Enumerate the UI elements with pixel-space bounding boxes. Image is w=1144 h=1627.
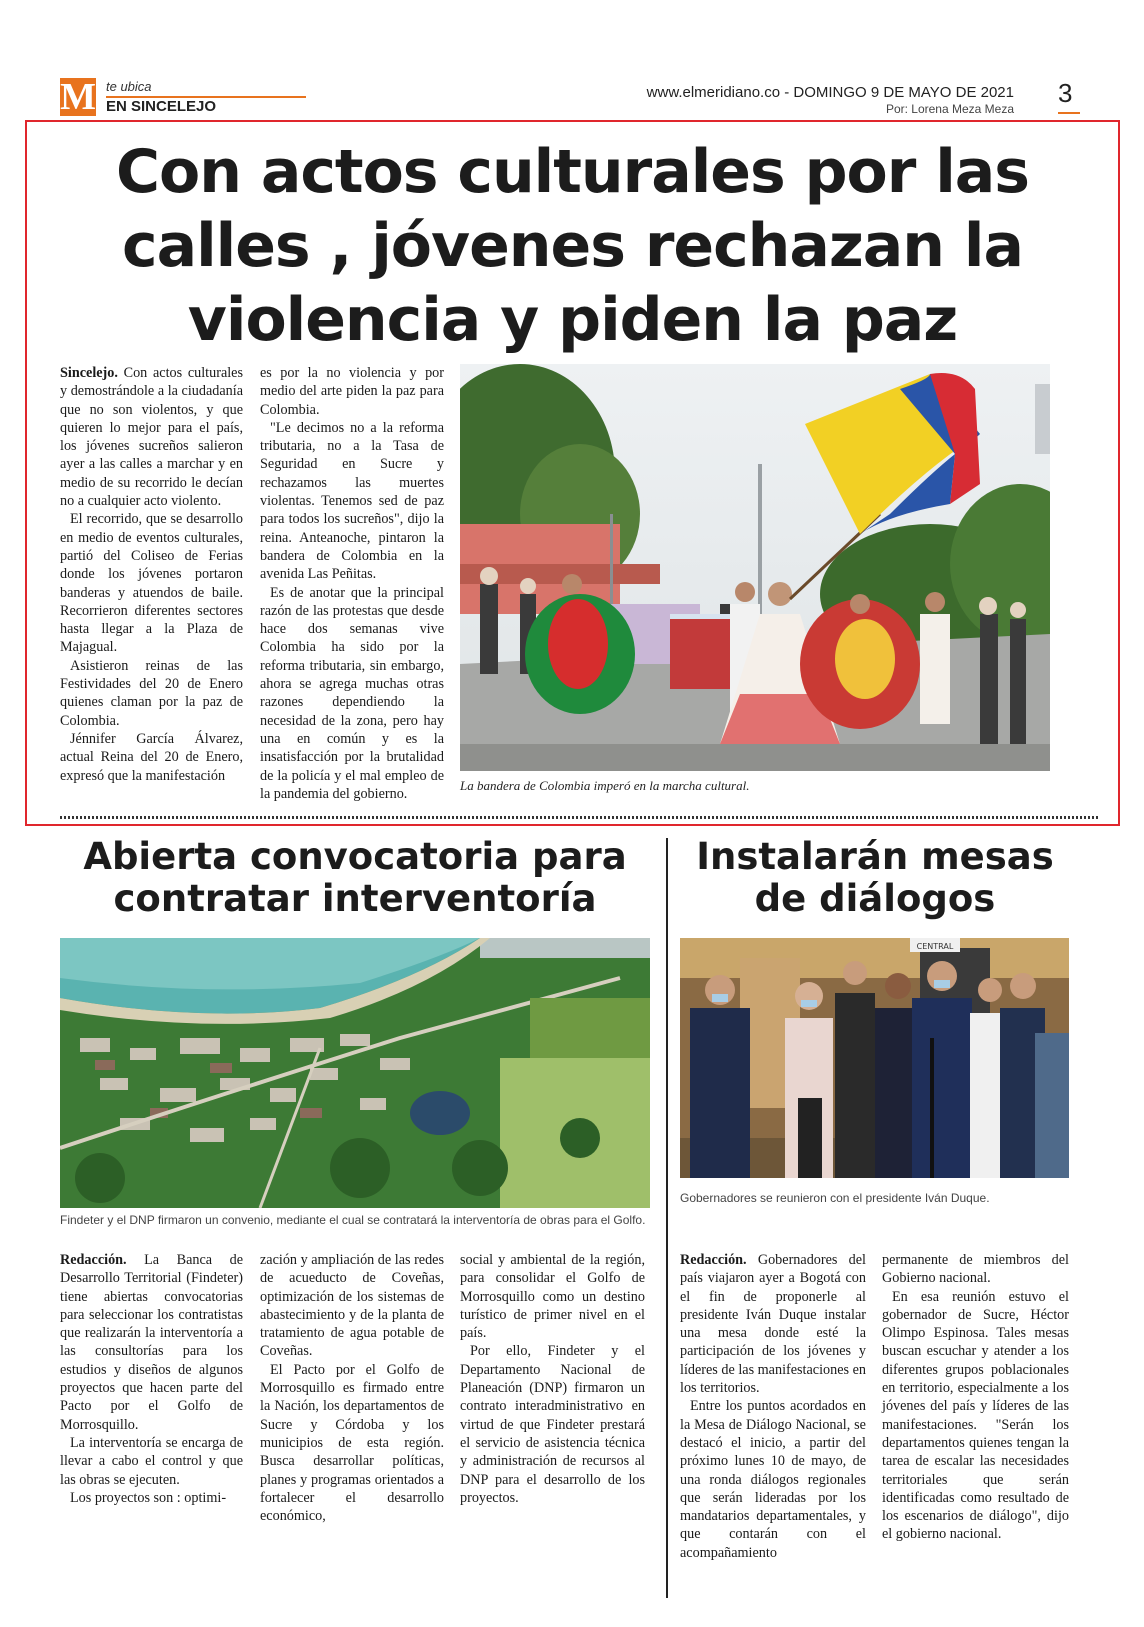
el-meridiano-logo: M — [60, 76, 96, 118]
paragraph: Entre los puntos acordados en la Mesa de Diálogo Nacional, se destacó el inicio, a partir del próximo lunes 10 de mayo, de una ronda diálogos regionales que serán lideradas por los mandatarios departamentales, y que contarán con el acompañamiento — [680, 1398, 866, 1561]
story3-column-2 — [882, 1251, 1069, 1544]
main-story-column-2 — [260, 364, 444, 803]
paragraph: Con actos culturales y demostrándole a la ciudadanía que no son violentos, y que quieren lo mejor para el país, los jóvenes sucreños salieron ayer a las calles a marchar y en medio de su recorrido le decían no a cualquier acto violento. — [60, 365, 243, 510]
byline-lead: Redacción. — [60, 1252, 127, 1268]
main-photo-caption: La bandera de Colombia imperó en la marcha cultural. — [460, 778, 750, 793]
story2-column-2 — [260, 1251, 444, 1525]
parade-photo — [460, 364, 1050, 771]
governors-photo — [680, 938, 1069, 1178]
aerial-photo — [60, 938, 650, 1208]
paragraph: social y ambiental de la región, para consolidar el Golfo de Morrosquillo como un destino turístico de primer nivel en el país. — [460, 1252, 645, 1342]
paragraph: permanente de miembros del Gobierno nacional. — [882, 1252, 1069, 1287]
paragraph: Es de anotar que la principal razón de las protestas que desde hace dos semanas vive Colombia ha sido por la reforma tributaria, sin embargo, ahora se agrega muchas otras razones dependiendo la necesidad de la zona, pero hay una en común y es la insatisfacción por la brutalidad de la policía y el mal empleo de la pandemia del gobierno. — [260, 584, 444, 802]
dotted-rule — [60, 816, 1100, 819]
page-number: 3 — [1058, 78, 1073, 108]
paragraph: Por ello, Findeter y el Departamento Nacional de Planeación (DNP) firmaron un contrato interadministrativo en virtud de que Findeter prestará el servicio de asistencia técnica y administración de recursos al DNP para el desarrollo de los proyectos. — [460, 1343, 645, 1506]
story2-column-3 — [460, 1251, 645, 1507]
byline-lead: Redacción. — [680, 1252, 747, 1268]
paragraph: Los proyectos son : optimi- — [70, 1489, 227, 1506]
te-ubica-label: te ubica — [106, 79, 152, 94]
paragraph: "Le decimos no a la reforma tributaria, no a la Tasa de Seguridad en Sucre y rechazamos las muertes violentas. Tenemos sed de paz para todos los sucreños", dijo la reina. Anteanoche, pintaron la bandera de Colombia en la avenida Las Peñitas. — [260, 419, 444, 583]
paragraph: La Banca de Desarrollo Territorial (Findeter) tiene abiertas convocatorias para seleccionar los contratistas que realizarán la interventoría a las consultorías para los estudios y diseños de algunos proyectos que hacen parte del Pacto por el Golfo de Morrosquillo. — [60, 1252, 243, 1433]
paragraph: El recorrido, que se desarrollo en medio de eventos culturales, partió del Coliseo de Ferias donde los jóvenes portaron banderas y atuendos de baile. Recorrieron diferentes sectores hasta llegar a la Plaza de Majagual. — [60, 511, 243, 656]
aerial-photo-caption: Findeter y el DNP firmaron un convenio, mediante el cual se contratará la interventoría de obras para el Golfo. — [60, 1213, 646, 1227]
story2-headline: Abierta convocatoria para contratar interventoría — [83, 835, 627, 920]
paragraph: El Pacto por el Golfo de Morrosquillo es firmado entre la Nación, los departamentos de Sucre y Córdoba y los municipios de esta región. Busca desarrollar políticas, planes y programas orientados a fortalecer el desarrollo económico, — [260, 1361, 444, 1525]
paragraph: Jénnifer García Álvarez, actual Reina del 20 de Enero, expresó que la manifestación — [60, 730, 243, 784]
governors-photo-caption: Gobernadores se reunieron con el presidente Iván Duque. — [680, 1191, 990, 1205]
column-divider — [666, 838, 668, 1598]
paragraph: La interventoría se encarga de llevar a cabo el control y que las obras se ejecuten. — [60, 1434, 243, 1488]
paragraph: Asistieron reinas de las Festividades del 20 de Enero quienes claman por la paz de Colombia. — [60, 657, 243, 729]
dateline: www.elmeridiano.co - DOMINGO 9 DE MAYO DE 2021 — [646, 84, 1014, 101]
paragraph: Gobernadores del país viajaron ayer a Bogotá con el fin de proponerle al presidente Iván Duque instalar una mesa donde esté la participación de los jóvenes y líderes de las manifestaciones en los territorios. — [680, 1252, 866, 1397]
paragraph: zación y ampliación de las redes de acueducto de Coveñas, optimización de los sistemas de abastecimiento y de la planta de tratamiento de agua potable de Coveñas. — [260, 1252, 444, 1360]
page-number-underline — [1058, 112, 1080, 114]
photo-sign-text: CENTRAL — [916, 942, 954, 951]
paragraph: es por la no violencia y por medio del arte piden la paz para Colombia. — [260, 365, 444, 418]
paragraph: En esa reunión estuvo el gobernador de Sucre, Héctor Olimpo Espinosa. Tales mesas buscan escuchar y atender a los diferentes grupos poblacionales en territorio, especialmente a los jóvenes del país y líderes de las manifestaciones. "Serán los departamentos quienes tengan la tarea de escalar las necesidades territoriales que serán identificadas como resultado de los escenarios de diálogo", dijo el gobierno nacional. — [882, 1288, 1069, 1543]
main-headline: Con actos culturales por las calles , jóvenes rechazan la violencia y piden la paz — [115, 137, 1029, 355]
story3-headline: Instalarán mesas de diálogos — [696, 835, 1054, 920]
story2-column-1 — [60, 1251, 243, 1507]
byline: Por: Lorena Meza Meza — [885, 102, 1014, 116]
dateline-lead: Sincelejo. — [60, 365, 118, 381]
section-name: EN SINCELEJO — [106, 98, 217, 115]
story3-column-1 — [680, 1251, 866, 1562]
main-story-column-1 — [60, 364, 243, 785]
